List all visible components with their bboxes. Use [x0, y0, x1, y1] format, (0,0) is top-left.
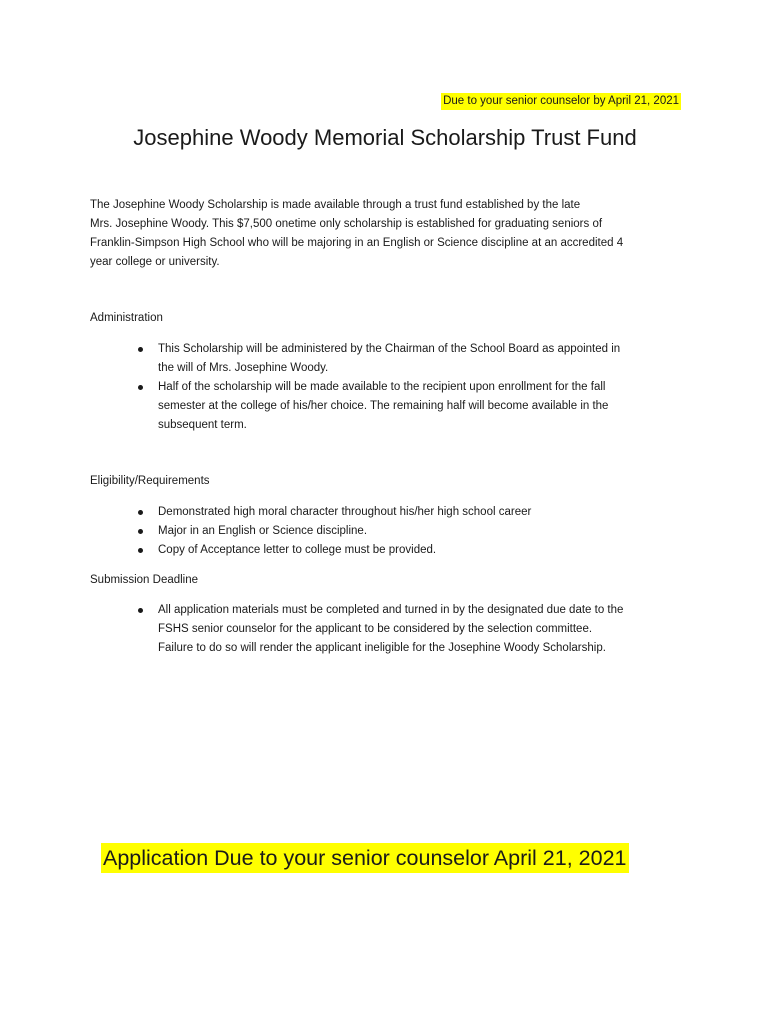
bullet-icon — [138, 347, 143, 352]
list-item-line: Half of the scholarship will be made available to the recipient upon enrollment for the fall — [158, 381, 606, 393]
list-item-line: subsequent term. — [158, 419, 247, 431]
list-item — [138, 522, 688, 541]
intro-line: Franklin-Simpson High School who will be majoring in an English or Science discipline at an accredited 4 — [90, 237, 624, 249]
administration-list — [138, 340, 688, 435]
list-item — [138, 541, 688, 560]
bullet-icon — [138, 529, 143, 534]
list-item-line: Copy of Acceptance letter to college must be provided. — [158, 544, 437, 556]
intro-line: The Josephine Woody Scholarship is made available through a trust fund established by the late — [90, 199, 581, 211]
list-item — [138, 503, 688, 522]
submission-list — [138, 601, 688, 658]
list-item-line: All application materials must be completed and turned in by the designated due date to the — [158, 604, 624, 616]
list-item — [138, 378, 688, 435]
eligibility-heading: Eligibility/Requirements — [90, 475, 210, 487]
list-item-line: This Scholarship will be administered by the Chairman of the School Board as appointed in — [158, 343, 621, 355]
intro-line: Mrs. Josephine Woody. This $7,500 onetime only scholarship is established for graduating seniors of — [90, 218, 603, 230]
bullet-icon — [138, 548, 143, 553]
submission-heading: Submission Deadline — [90, 574, 199, 586]
bullet-icon — [138, 608, 143, 613]
application-due-banner: Application Due to your senior counselor April 21, 2021 — [101, 843, 629, 873]
due-date-note: Due to your senior counselor by April 21, 2021 — [441, 93, 681, 110]
bullet-icon — [138, 385, 143, 390]
list-item — [138, 340, 688, 378]
list-item — [138, 601, 688, 658]
list-item-line: Major in an English or Science discipline. — [158, 525, 368, 537]
document-title: Josephine Woody Memorial Scholarship Trust Fund — [133, 125, 637, 150]
list-item-line: the will of Mrs. Josephine Woody. — [158, 362, 329, 374]
bullet-icon — [138, 510, 143, 515]
intro-paragraph — [90, 196, 690, 272]
list-item-line: semester at the college of his/her choice. The remaining half will become available in the — [158, 400, 609, 412]
list-item-line: Failure to do so will render the applicant ineligible for the Josephine Woody Scholarship. — [158, 642, 606, 654]
intro-line: year college or university. — [90, 256, 220, 268]
eligibility-list — [138, 503, 688, 560]
list-item-line: Demonstrated high moral character throughout his/her high school career — [158, 506, 532, 518]
list-item-line: FSHS senior counselor for the applicant to be considered by the selection committee. — [158, 623, 593, 635]
administration-heading: Administration — [90, 312, 163, 324]
